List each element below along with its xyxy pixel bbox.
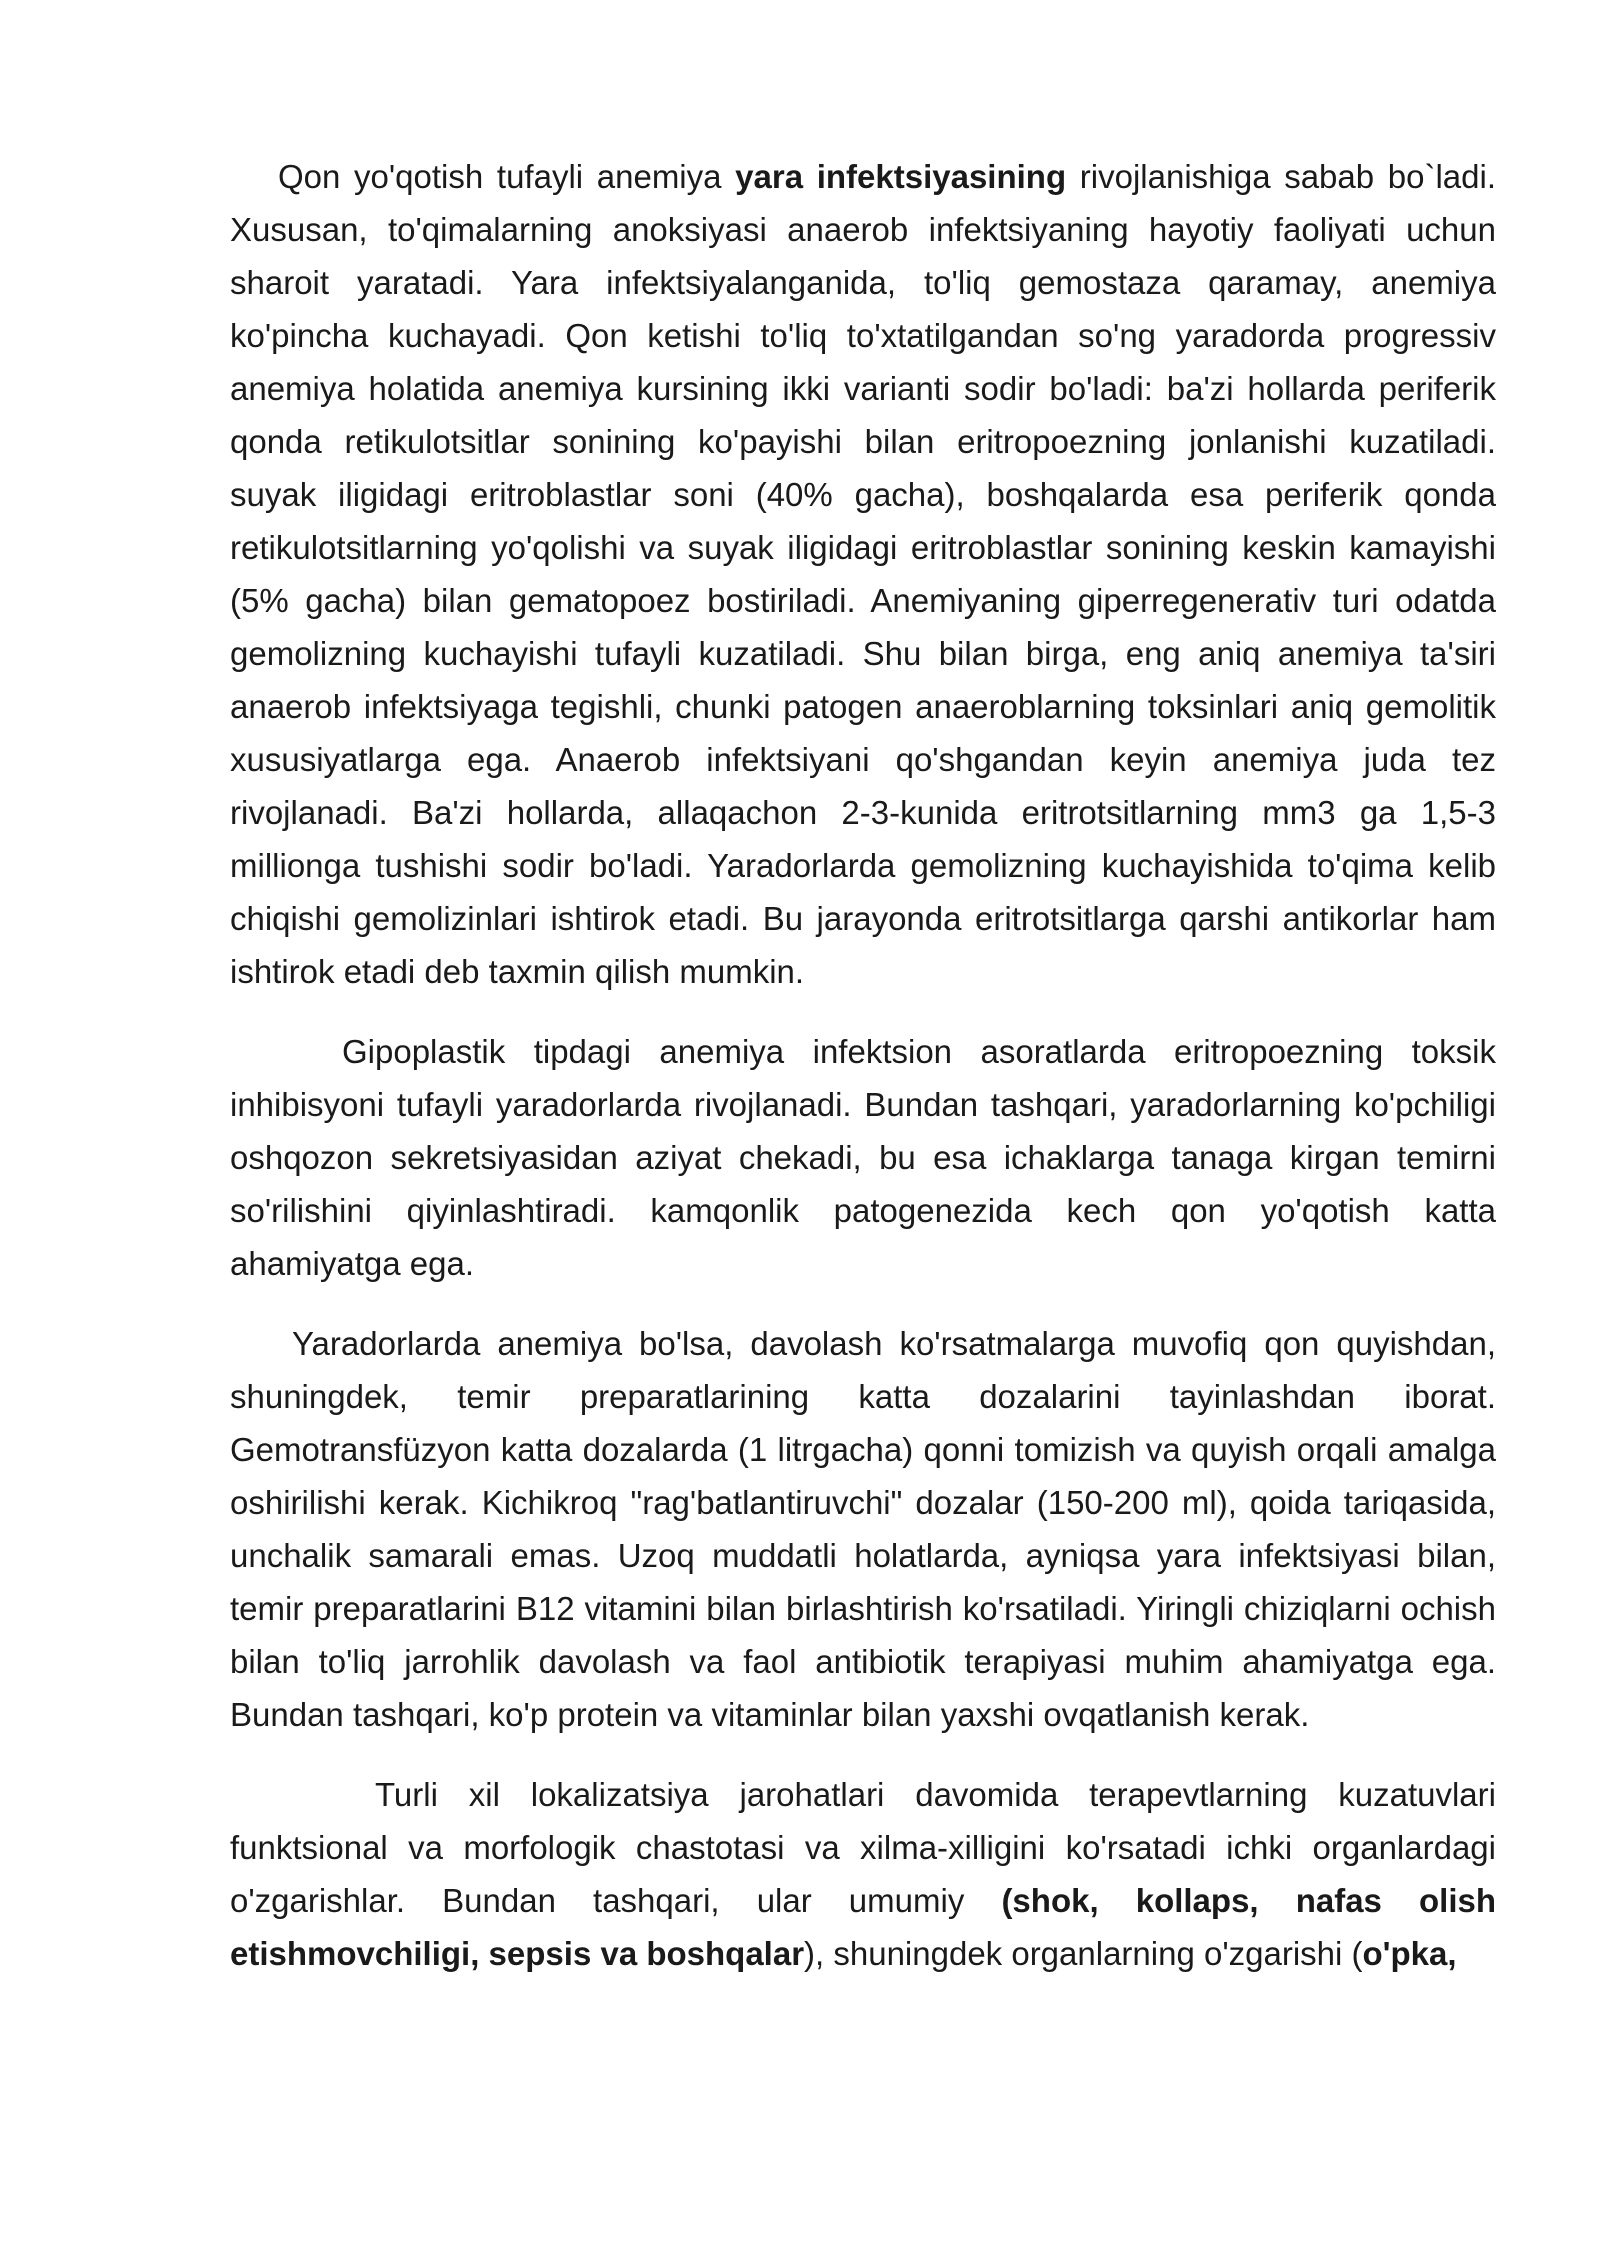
text-run: Yaradorlarda anemiya bo'lsa, davolash ko'rsatmalarga muvofiq qon quyishdan, shuningdek, temir preparatlarining katta dozalarini tayinlashdan iborat. Gemotransfüzyon katta dozalarda (1 litrgacha) qonni tomizish va quyish orqali amalga oshirilishi kerak. Kichikroq "rag'batlantiruvchi" dozalar (150-200 ml), qoida tariqasida, unchalik samarali emas. Uzoq muddatli holatlarda, ayniqsa yara infektsiyasi bilan, temir preparatlarini B12 vitamini bilan birlashtirish ko'rsatiladi. Yiringli chiziqlarni ochish bilan to'liq jarrohlik davolash va faol antibiotik terapiyasi muhim ahamiyatga ega. Bundan tashqari, ko'p protein va vitaminlar bilan yaxshi ovqatlanish kerak.	[230, 1325, 1496, 1733]
bold-text-run: yara infektsiyasining	[735, 158, 1067, 195]
document-page	[230, 150, 1496, 2007]
bold-text-run: (shok, kollaps, nafas olish etishmovchiligi, sepsis va boshqalar	[230, 1882, 1496, 1972]
text-run: Gipoplastik tipdagi anemiya infektsion asoratlarda eritropoezning toksik inhibisyoni tufayli yaradorlarda rivojlanadi. Bundan tashqari, yaradorlarning ko'pchiligi oshqozon sekretsiyasidan aziyat chekadi, bu esa ichaklarga tanaga kirgan temirni so'rilishini qiyinlashtiradi. kamqonlik patogenezida kech qon yo'qotish katta ahamiyatga ega.	[230, 1033, 1496, 1282]
bold-text-run: o'pka,	[1362, 1935, 1457, 1972]
paragraph-anemia-wound-infection	[230, 150, 1496, 998]
text-run: Turli xil lokalizatsiya jarohatlari davomida terapevtlarning kuzatuvlari funktsional va morfologik chastotasi va xilma-xilligini ko'rsatadi ichki organlardagi o'zgarishlar. Bundan tashqari, ular umumiy	[230, 1776, 1496, 1919]
text-run: rivojlanishiga sabab bo`ladi. Xususan, to'qimalarning anoksiyasi anaerob infektsiyaning hayotiy faoliyati uchun sharoit yaratadi. Yara infektsiyalanganida, to'liq gemostaza qaramay, anemiya ko'pincha kuchayadi. Qon ketishi to'liq to'xtatilgandan so'ng yaradorda progressiv anemiya holatida anemiya kursining ikki varianti sodir bo'ladi: ba'zi hollarda periferik qonda retikulotsitlar sonining ko'payishi bilan eritropoezning jonlanishi kuzatiladi. suyak iligidagi eritroblastlar soni (40% gacha), boshqalarda esa periferik qonda retikulotsitlarning yo'qolishi va suyak iligidagi eritroblastlar sonining keskin kamayishi (5% gacha) bilan gematopoez bostiriladi. Anemiyaning giperregenerativ turi odatda gemolizning kuchayishi tufayli kuzatiladi. Shu bilan birga, eng aniq anemiya ta'siri anaerob infektsiyaga tegishli, chunki patogen anaeroblarning toksinlari aniq gemolitik xususiyatlarga ega. Anaerob infektsiyani qo'shgandan keyin anemiya juda tez rivojlanadi. Ba'zi hollarda, allaqachon 2-3-kunida eritrotsitlarning mm3 ga 1,5-3 millionga tushishi sodir bo'ladi. Yaradorlarda gemolizning kuchayishida to'qima kelib chiqishi gemolizinlari ishtirok etadi. Bu jarayonda eritrotsitlarga qarshi antikorlar ham ishtirok etadi deb taxmin qilish mumkin.	[230, 158, 1496, 990]
paragraph-anemia-treatment	[230, 1317, 1496, 1741]
paragraph-hypoplastic-anemia	[230, 1025, 1496, 1290]
paragraph-internal-organ-changes	[230, 1768, 1496, 1980]
text-run: ), shuningdek organlarning o'zgarishi (	[804, 1935, 1363, 1972]
text-run: Qon yo'qotish tufayli anemiya	[278, 158, 736, 195]
